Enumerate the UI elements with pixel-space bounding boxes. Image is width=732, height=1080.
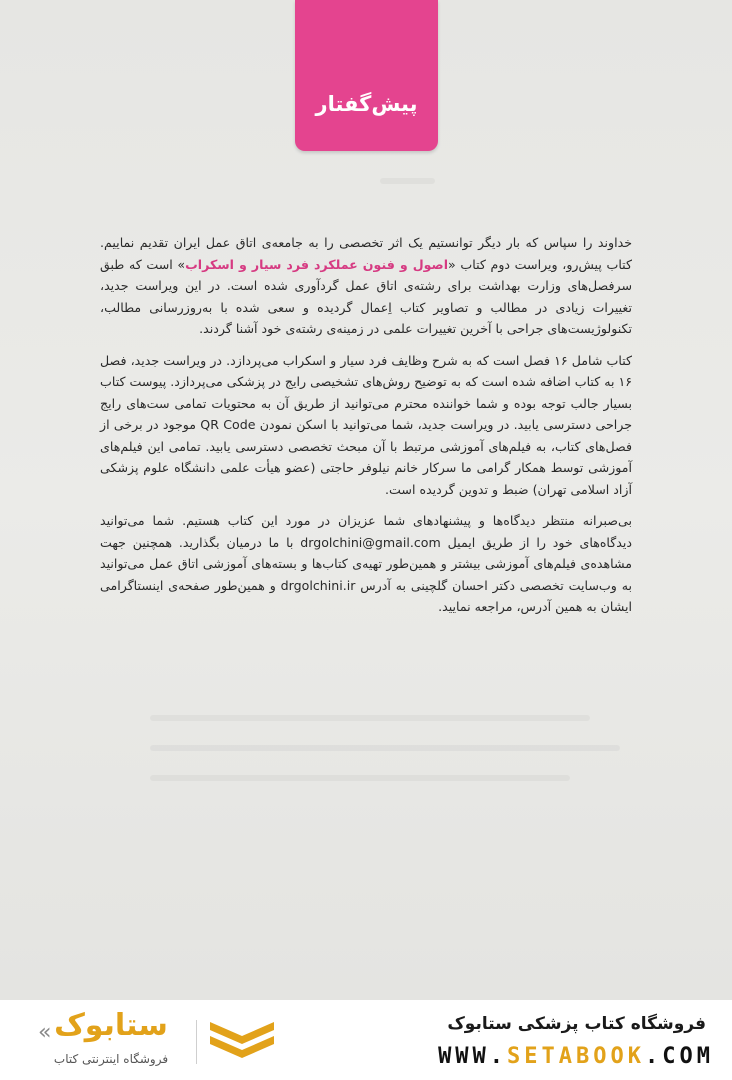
paragraph-text: کتاب شامل ۱۶ فصل است که به شرح وظایف فرد سیار و اسکراب می‌پردازد. در ویراست جدید، فصل ۱۶ به کتاب اضافه شده است که به توضیح روش‌های تشخیصی رایج در پزشکی می‌پردازد. پیوست کتاب بسیار جالب توجه بوده و شما خواننده محترم می‌توانید از طریق آن به محتویات تمامی ست‌های رایج جراحی دسترسی یابید. در ویراست جدید، شما می‌توانید با اسکن نمودن: [100, 352, 633, 432]
chevron-left-icon: «: [38, 1020, 52, 1045]
url-suffix: .COM: [645, 1044, 714, 1069]
chapter-tab: [295, 0, 438, 151]
website-address: drgolchini.ir: [280, 577, 356, 593]
store-banner: [0, 1000, 732, 1080]
store-url[interactable]: [438, 1044, 714, 1069]
bleed-through-line: [380, 178, 435, 184]
paragraph-text: موجود در برخی از فصل‌های کتاب، به فیلم‌های آموزشی مرتبط با آن مبحث تخصصی دسترسی یابید. تمامی این فیلم‌های آموزشی توسط همکار گرامی ما سرکار خانم نیلوفر حاجتی (عضو هیأت علمی دانشگاه علوم پزشکی آزاد اسلامی تهران) ضبط و تدوین گردیده است.: [100, 417, 632, 497]
bleed-through-line: [150, 775, 570, 781]
store-logo-text: ستابوک: [54, 1008, 168, 1043]
bleed-through-line: [150, 745, 620, 751]
paragraph-3: [100, 510, 632, 618]
page-title: پیش‌گفتار: [315, 92, 418, 116]
paragraph-1: [100, 232, 632, 340]
logo-divider: [196, 1020, 197, 1064]
bleed-through-line: [150, 715, 590, 721]
paragraph-text: » است که طبق سرفصل‌های وزارت بهداشت برای رشته‌ی اتاق عمل گردآوری شده است. در این ویراست جدید، تغییرات زیادی در مطالب و تصاویر کتاب اِعمال گردیده و سعی شده با به‌روزرسانی مطالب، تکنولوژیست‌های جراحی با آخرین تغییرات علمی در زمینه‌ی رشته‌ی خود آشنا گردند.: [100, 256, 632, 336]
store-name: فروشگاه کتاب پزشکی ستابوک: [447, 1014, 706, 1034]
preface-body: [100, 232, 632, 628]
qr-code-term: QR Code: [200, 417, 256, 432]
paragraph-text: و همین‌طور صفحه‌ی اینستاگرامی ایشان به همین آدرس، مراجعه نمایید.: [100, 577, 632, 614]
paragraph-text: با ما درمیان بگذارید. همچنین جهت مشاهده‌ی فیلم‌های آموزشی بیشتر و همین‌طور تهیه‌ی کتاب‌ها و بسته‌های آموزشی اتاق عمل می‌توانید به وب‌سایت تخصصی دکتر احسان گلچینی به آدرس: [100, 534, 632, 593]
store-logo-subtitle: فروشگاه اینترنتی کتاب: [53, 1052, 169, 1066]
paragraph-2: [100, 350, 632, 501]
paragraph-text: خداوند را سپاس که بار دیگر توانستیم یک اثر تخصصی را به جامعه‌ی اتاق عمل ایران تقدیم نماییم. کتاب پیش‌رو، ویراست دوم کتاب «: [100, 235, 632, 272]
url-prefix: WWW.: [438, 1044, 508, 1069]
book-title-highlight: اصول و فنون عملکرد فرد سیار و اسکراب: [185, 256, 449, 272]
book-stack-icon: [206, 1018, 278, 1064]
paragraph-text: بی‌صبرانه منتظر دیدگاه‌ها و پیشنهادهای شما عزیزان در مورد این کتاب هستیم. شما می‌توانید دیدگاه‌های خود را از طریق ایمیل: [100, 513, 632, 550]
url-brand: SETABOOK: [507, 1044, 646, 1069]
email-address: drgolchini@gmail.com: [300, 534, 441, 550]
